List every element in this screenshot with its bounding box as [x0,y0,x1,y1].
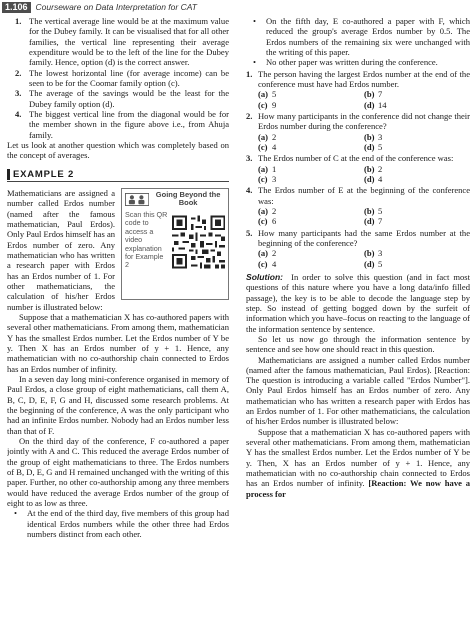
list-item: 1. The vertical average line would be at the maximum value for the Dubey family. It can be visualised that for all other families, the vertical line representing their average expenditure would be to the left of the line for the Dubey family. Hence, option (d) is the correct answer. [15,16,229,68]
option[interactable]: (a) 1 [258,163,277,174]
option[interactable]: (d) 5 [364,258,383,269]
option[interactable]: (d) 14 [364,99,387,110]
list-item: 4. The biggest vertical line from the diagonal would be for the member shown in the figure above i.e., from Ahuja family. [15,108,229,140]
page-header [0,0,476,14]
solution-label: Solution: [246,271,284,282]
options [246,164,470,185]
solution-para-4: Suppose that a mathematician X has co-authored papers with several other mathematicians. From among them, mathematician Y has the smallest Erdos number. Let the Erdos number of Y be y. Then, X has an Erdos number of y + 1. Hence, any mathematician with no co-authorship chain connected to Erdos has an Erdos number of infinity. [Reaction: We now have a process for [246,426,470,499]
question-4: 4. The Erdos number of E at the beginning of the conference was: (a) 2 (b) 5 (c) 6 (d) 7 [246,185,470,227]
condition-bullets-right [246,16,470,68]
people-icon [125,192,149,207]
option[interactable]: (b) 3 [364,248,383,259]
option[interactable]: (d) 7 [364,216,383,227]
question-stem: How many participants had the same Erdos number at the beginning of the conference? [258,227,470,248]
options [246,89,470,110]
question-stem: The Erdos number of E at the beginning of the conference was: [258,185,470,206]
option[interactable]: (b) 2 [364,163,383,174]
question-stem: The Erdos number of C at the end of the conference was: [258,153,454,164]
example-para-1: Mathematicians are assigned a number called Erdos number (named after the famous mathematician, Paul Erdos). Only Paul Erdos himself has an Erdos number of zero. Any mathematician who has written a research paper with Erdos has an Erdos number of 1. For other mathematicians, the calculation of his/her Erdos number is illustrated below: [7,188,116,312]
option[interactable]: (c) 3 [258,173,277,184]
qr-callout[interactable] [121,188,229,300]
list-item: • At the end of the third day, five members of this group had identical Erdos numbers while the other three had Erdos numbers distinct from each other. [7,508,229,539]
option[interactable]: (c) 4 [258,258,277,269]
question-stem: How many participants in the conference did not change their Erdos number during the conference? [258,110,470,132]
question-3: 3. The Erdos number of C at the end of the conference was: (a) 1 (b) 2 (c) 3 (d) 4 [246,153,470,184]
list-item: 2. The lowest horizontal line (for average income) can be seen to be for the Coomar family option (c). [15,67,229,88]
answer-explanations [7,16,229,140]
option[interactable]: (b) 3 [364,131,383,142]
option[interactable]: (b) 5 [364,205,383,216]
list-item: • No other paper was written during the conference. [246,57,470,67]
option[interactable]: (a) 5 [258,89,277,100]
options [246,206,470,227]
example-title: EXAMPLE 2 [13,168,75,180]
qr-caption: Scan this QR code to access a video explanation for Example 2 [125,209,168,270]
solution-para-3: Mathematicians are assigned a number called Erdos number (named after the famous mathematician, Paul Erdos). [Reaction: The question is introducing a variable called "Erdos Number"]. Only Paul Erdos himself has an Erdos number of zero. Any mathematician who has written a research paper with Erdos has an Erdos number of 1. For other mathematicians, the calculation of his/her Erdos number is illustrated below: [246,354,470,427]
example-heading [7,169,229,182]
option[interactable]: (b) 7 [364,89,383,100]
left-column [7,16,229,636]
list-item: 3. The average of the savings would be the least for the Dubey family option (d). [15,88,229,109]
condition-bullets-left [7,508,229,539]
question-stem: The person having the largest Erdos number at the end of the conference must have had Erdos number. [258,68,470,89]
example-para-2: Suppose that a mathematician X has co-authored papers with several other mathematicians. From among them, mathematician Y has the smallest Erdos number. Let the Erdos number of Y be y. Then X has an Erdos number of y + 1. Hence, any mathematician with no co-authorship chain connected to Erdos has an Erdos number of infinity. [7,312,229,374]
running-title: Courseware on Data Interpretation for CAT [35,1,197,12]
question-5: 5. How many participants had the same Erdos number at the beginning of the conference? (a) 2 (b) 3 (c) 4 (d) 5 [246,227,470,269]
solution-paragraph: Solution: In order to solve this question (and in fact most questions of this nature where you have a long data/info filled passage), the key is to be able to decode the language step by step. So instead of getting bogged down by the surfeit of information which you have–focus on reacting to the language of the information sentence by sentence. [246,271,470,334]
question-2: 2. How many participants in the conference did not change their Erdos number during the conference? (a) 2 (b) 3 (c) 4 (d) 5 [246,110,470,152]
example-para-3: In a seven day long mini-conference organised in memory of Paul Erdos, a close group of eight mathematicians, call them A, B, C, D, E, F, G and H, discussed some research problems. At the beginning of the conference, A was the only participant who had an infinite Erdos number. Nobody had an Erdos number less than that of F. [7,373,229,436]
option[interactable]: (c) 9 [258,99,277,110]
option[interactable]: (c) 4 [258,141,277,152]
solution-para-2: So let us now go through the information sentence by sentence and see how one should react in this question. [246,333,470,355]
question-1: 1. The person having the largest Erdos number at the end of the conference must have had Erdos number. (a) 5 (b) 7 (c) 9 (d) 14 [246,68,470,110]
option[interactable]: (a) 2 [258,248,277,259]
page-number: 1.106 [2,2,31,13]
qr-heading: Going Beyond the Book [155,190,221,208]
heading-bar [7,169,10,180]
qr-code-icon[interactable] [172,215,225,269]
right-column [246,16,470,636]
option[interactable]: (a) 2 [258,131,277,142]
example-para-4: On the third day of the conference, F co-authored a paper jointly with A and C. This reduced the average Erdos number of the group of eight mathematicians to three. The Erdos numbers of B, D, E, G and H remained unchanged with the writing of this paper. Further, no other co-authorship among any three members would have reduced the average Erdos number of the group of eight to as low as three. [7,435,229,508]
option[interactable]: (c) 6 [258,216,277,227]
concept-line: Let us look at another question which was completely based on the concept of averages. [7,139,229,161]
options [246,248,470,269]
option[interactable]: (a) 2 [258,205,277,216]
list-item: • On the fifth day, E co-authored a paper with F, which reduced the group's average Erdos number by 0.5. The Erdos numbers of the remaining six were unchanged with the writing of this paper. [246,16,470,57]
option[interactable]: (d) 5 [364,141,383,152]
option[interactable]: (d) 4 [364,173,383,184]
options [246,132,470,153]
